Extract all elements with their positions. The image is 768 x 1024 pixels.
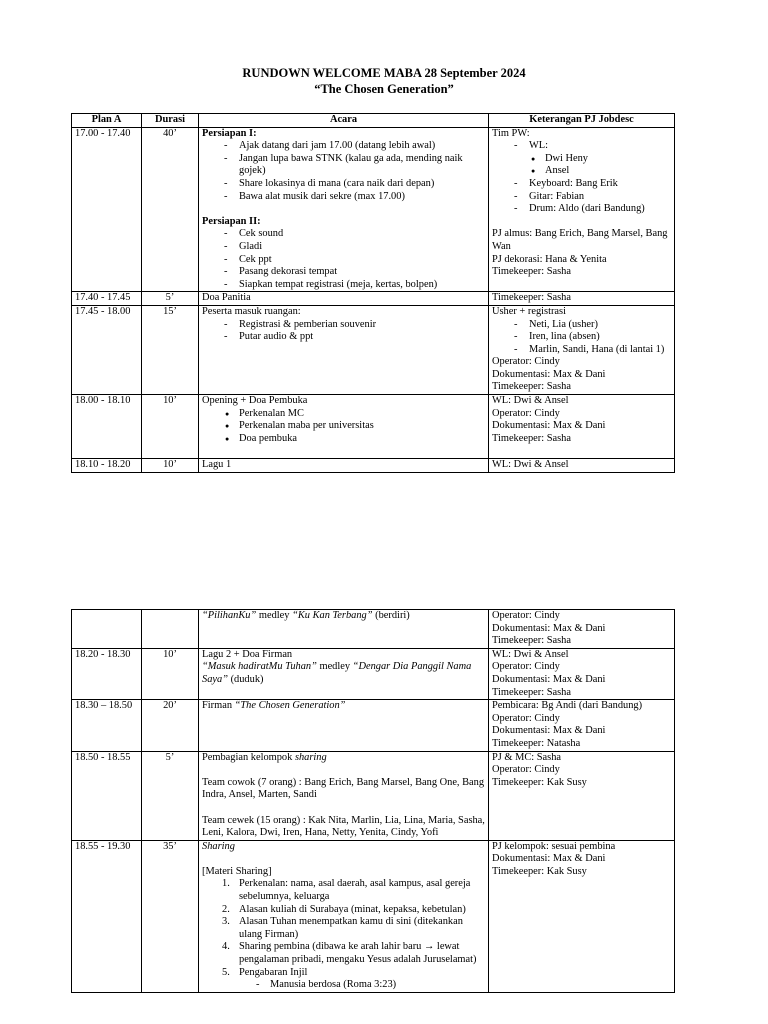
acara-cell xyxy=(199,648,489,699)
list-item: - Registrasi & pemberian souvenir xyxy=(202,319,485,332)
duration-cell: 35’ xyxy=(142,840,199,992)
time-cell: 17.45 - 18.00 xyxy=(72,305,142,394)
list-item: ● Perkenalan maba per universitas xyxy=(202,420,485,433)
list-item: ● Ansel xyxy=(508,165,671,178)
list-item: - Jangan lupa bawa STNK (kalau ga ada, mending naik gojek) xyxy=(202,153,485,178)
keterangan-cell xyxy=(489,395,675,459)
keterangan-cell xyxy=(489,840,675,992)
ket-line: Timekeeper: Sasha xyxy=(492,432,571,444)
ket-line: Timekeeper: Sasha xyxy=(492,635,571,647)
list-item: - Iren, lina (absen) xyxy=(492,331,671,344)
song-line xyxy=(202,661,485,686)
ket-line: Timekeeper: Kak Susy xyxy=(492,865,587,877)
list-item: - Siapkan tempat registrasi (meja, kertas, bolpen) xyxy=(202,279,485,292)
acara-heading-italic: sharing xyxy=(294,751,327,763)
list-item: - Share lokasinya di mana (cara naik dari depan) xyxy=(202,178,485,191)
table-row xyxy=(72,610,675,649)
list-item: - Cek sound xyxy=(202,228,485,241)
ket-line: PJ dekorasi: Hana & Yenita xyxy=(492,253,607,265)
acara-cell xyxy=(199,610,489,649)
song-title: “Masuk hadiratMu Tuhan” xyxy=(202,661,317,673)
ket-line: Operator: Cindy xyxy=(492,712,560,724)
duration-cell: 10’ xyxy=(142,395,199,459)
ket-line: Timekeeper: Sasha xyxy=(492,381,571,393)
list-item: - Gitar: Fabian xyxy=(492,191,671,204)
song-title: “Dengar Dia Panggil Nama Saya” xyxy=(202,661,472,685)
acara-cell xyxy=(199,700,489,751)
table-row xyxy=(72,292,675,306)
col-header-plan: Plan A xyxy=(72,114,142,128)
list-item: ● Perkenalan MC xyxy=(202,408,485,421)
document-subtitle: “The Chosen Generation” xyxy=(314,82,454,96)
acara-heading: Lagu 2 + Doa Firman xyxy=(202,648,293,660)
ket-line: Dokumentasi: Max & Dani xyxy=(492,853,606,865)
acara-heading xyxy=(202,752,485,765)
rundown-table-page-2 xyxy=(71,609,675,993)
list-item: 4. Sharing pembina (dibawa ke arah lahir baru → lewat pengalaman pribadi, mengaku Yesus adalah Juruselamat) xyxy=(222,941,477,966)
list-item: - Ajak datang dari jam 17.00 (datang lebih awal) xyxy=(202,140,485,153)
ket-heading: Usher + registrasi xyxy=(492,305,566,317)
duration-cell xyxy=(142,610,199,649)
list-item: - Keyboard: Bang Erik xyxy=(492,178,671,191)
list-item: 1. Perkenalan: nama, asal daerah, asal kampus, asal gereja sebelumnya, keluarga xyxy=(222,878,471,903)
ket-line: Operator: Cindy xyxy=(492,407,560,419)
ket-line: Timekeeper: Sasha xyxy=(492,266,571,278)
time-cell: 18.20 - 18.30 xyxy=(72,648,142,699)
acara-heading: Opening + Doa Pembuka xyxy=(202,395,308,407)
duration-cell: 10’ xyxy=(142,459,199,473)
table-row xyxy=(72,700,675,751)
list-item: - Marlin, Sandi, Hana (di lantai 1) xyxy=(492,344,671,357)
ket-line: Dokumentasi: Max & Dani xyxy=(492,725,606,737)
col-header-durasi: Durasi xyxy=(142,114,199,128)
list-item: ● Dwi Heny xyxy=(508,153,671,166)
ket-line: Timekeeper: Kak Susy xyxy=(492,776,587,788)
dash-list xyxy=(202,228,485,291)
table-row xyxy=(72,751,675,840)
dash-list xyxy=(492,319,671,357)
acara-cell xyxy=(199,395,489,459)
duration-cell: 20’ xyxy=(142,700,199,751)
medley-word: medley xyxy=(316,661,353,673)
song-title: “Ku Kan Terbang” xyxy=(292,610,373,621)
document-title: RUNDOWN WELCOME MABA 28 September 2024 xyxy=(242,66,526,80)
firman-theme: “The Chosen Generation” xyxy=(234,700,346,712)
keterangan-cell xyxy=(489,648,675,699)
col-header-acara: Acara xyxy=(199,114,489,128)
table-row xyxy=(72,127,675,292)
rundown-table-page-1 xyxy=(71,113,675,473)
ket-line: Operator: Cindy xyxy=(492,356,560,368)
ket-heading: Tim PW: xyxy=(492,127,530,139)
duration-cell: 15’ xyxy=(142,305,199,394)
ket-line: PJ kelompok: sesuai pembina xyxy=(492,840,616,852)
acara-cell xyxy=(199,305,489,394)
keterangan-cell xyxy=(489,751,675,840)
ket-line: WL: Dwi & Ansel xyxy=(492,648,569,660)
time-cell: 18.50 - 18.55 xyxy=(72,751,142,840)
dash-list xyxy=(492,140,671,216)
list-item: - Bawa alat musik dari sekre (max 17.00) xyxy=(202,191,485,204)
list-item: - Manusia berdosa (Roma 3:23) xyxy=(202,979,485,992)
time-cell: 18.10 - 18.20 xyxy=(72,459,142,473)
col-header-keterangan: Keterangan PJ Jobdesc xyxy=(489,114,675,128)
table-row xyxy=(72,305,675,394)
list-item: - Neti, Lia (usher) xyxy=(492,319,671,332)
materi-heading: [Materi Sharing] xyxy=(202,865,272,877)
dash-list xyxy=(202,319,485,344)
time-cell xyxy=(72,610,142,649)
table-row xyxy=(72,395,675,459)
bullet-list xyxy=(202,408,485,446)
acara-cell xyxy=(199,840,489,992)
duration-cell: 40’ xyxy=(142,127,199,292)
list-item: - Gladi xyxy=(202,241,485,254)
firman-label: Firman xyxy=(202,700,235,712)
team-cowok: Team cowok (7 orang) : Bang Erich, Bang Marsel, Bang One, Bang Indra, Ansel, Marten, Sandi xyxy=(202,776,485,801)
ket-line: Dokumentasi: Max & Dani xyxy=(492,420,606,432)
keterangan-cell xyxy=(489,610,675,649)
dash-list xyxy=(202,140,485,203)
list-item: - Drum: Aldo (dari Bandung) xyxy=(492,203,671,216)
numbered-list xyxy=(202,878,485,991)
ket-line: Operator: Cindy xyxy=(492,610,560,621)
list-item: ● Doa pembuka xyxy=(202,433,485,446)
ket-line: Timekeeper: Sasha xyxy=(492,686,571,698)
time-cell: 18.55 - 19.30 xyxy=(72,840,142,992)
keterangan-cell: WL: Dwi & Ansel xyxy=(489,459,675,473)
ket-line: Dokumentasi: Max & Dani xyxy=(492,622,606,634)
duration-cell: 10’ xyxy=(142,648,199,699)
keterangan-cell: Timekeeper: Sasha xyxy=(489,292,675,306)
time-cell: 18.00 - 18.10 xyxy=(72,395,142,459)
list-item: 2. Alasan kuliah di Surabaya (minat, kepaksa, kebetulan) xyxy=(222,903,466,915)
ket-line: WL: Dwi & Ansel xyxy=(492,395,569,407)
ket-line: Timekeeper: Natasha xyxy=(492,737,581,749)
keterangan-cell xyxy=(489,127,675,292)
sub-list xyxy=(202,979,485,992)
ket-line: PJ & MC: Sasha xyxy=(492,751,561,763)
ket-line: Dokumentasi: Max & Dani xyxy=(492,673,606,685)
ket-line: Pembicara: Bg Andi (dari Bandung) xyxy=(492,700,643,712)
list-item: 3. Alasan Tuhan menempatkan kamu di sini (ditekankan ulang Firman) xyxy=(222,916,463,940)
list-item: - Cek ppt xyxy=(202,254,485,267)
acara-cell xyxy=(199,127,489,292)
bullet-list xyxy=(492,153,671,178)
table-row xyxy=(72,840,675,992)
time-cell: 18.30 – 18.50 xyxy=(72,700,142,751)
time-cell: 17.40 - 17.45 xyxy=(72,292,142,306)
duration-cell: 5’ xyxy=(142,292,199,306)
ket-line: Dokumentasi: Max & Dani xyxy=(492,368,606,380)
ket-line: PJ almus: Bang Erich, Bang Marsel, Bang Wan xyxy=(492,228,668,252)
posture-note: (duduk) xyxy=(227,673,264,685)
acara-cell xyxy=(199,751,489,840)
list-item xyxy=(492,140,671,178)
table-header-row xyxy=(72,114,675,128)
list-item: 5. Pengabaran Injil - Manusia berdosa (Roma 3:23) xyxy=(202,967,485,992)
section-heading: Persiapan II: xyxy=(202,215,261,227)
medley-word: medley xyxy=(256,610,293,621)
acara-heading: Peserta masuk ruangan: xyxy=(202,305,301,317)
list-item: - Pasang dekorasi tempat xyxy=(202,266,485,279)
wl-label: WL: xyxy=(529,140,549,152)
time-cell: 17.00 - 17.40 xyxy=(72,127,142,292)
song-title: “PilihanKu” xyxy=(202,610,257,621)
list-item: - Putar audio & ppt xyxy=(202,331,485,344)
duration-cell: 5’ xyxy=(142,751,199,840)
acara-heading-italic: Sharing xyxy=(202,840,235,852)
ket-line: Operator: Cindy xyxy=(492,661,560,673)
keterangan-cell xyxy=(489,700,675,751)
acara-cell: Doa Panitia xyxy=(199,292,489,306)
keterangan-cell xyxy=(489,305,675,394)
table-row xyxy=(72,648,675,699)
table-row xyxy=(72,459,675,473)
section-heading: Persiapan I: xyxy=(202,127,257,139)
ket-line: Operator: Cindy xyxy=(492,764,560,776)
team-cewek: Team cewek (15 orang) : Kak Nita, Marlin, Lia, Lina, Maria, Sasha, Leni, Kalora, Dwi, Iren, Hana, Netty, Yenita, Cindy, Yofi xyxy=(202,814,485,839)
posture-note: (berdiri) xyxy=(372,610,410,621)
acara-heading-text: Pembagian kelompok xyxy=(202,751,295,763)
acara-cell: Lagu 1 xyxy=(199,459,489,473)
